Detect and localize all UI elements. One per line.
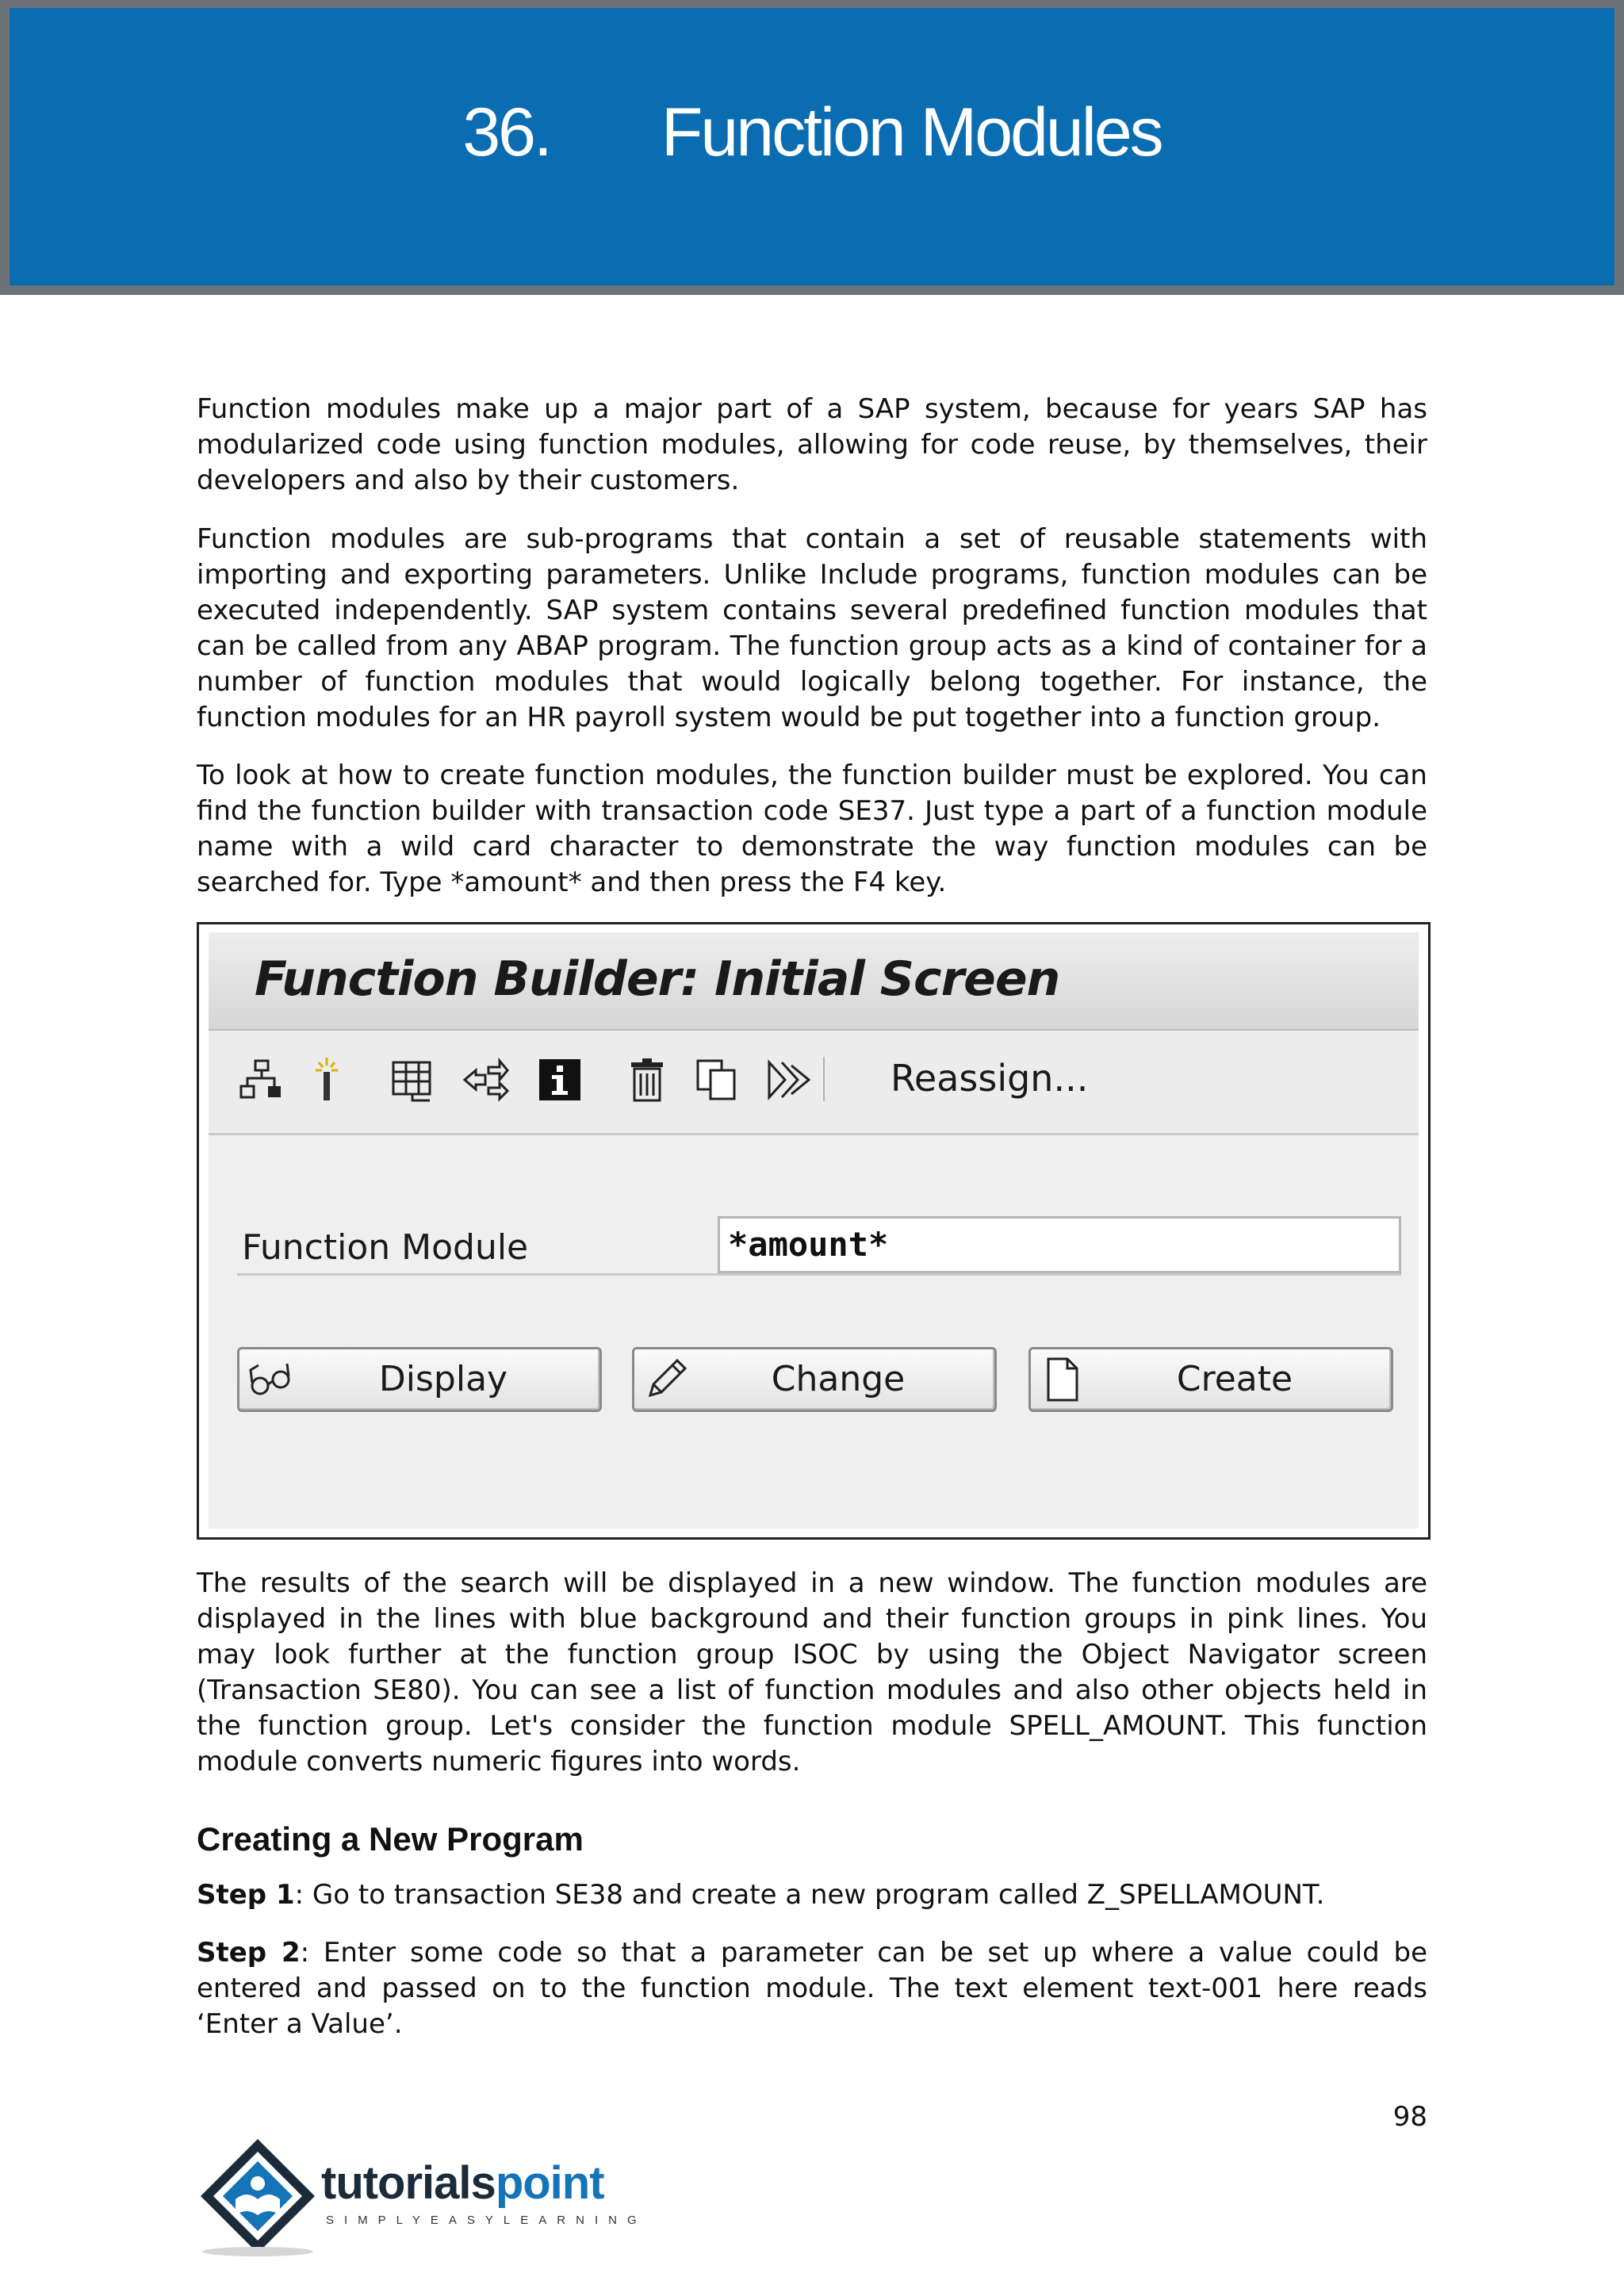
transfer-icon[interactable] [461, 1055, 510, 1104]
paragraph-text: To look at how to create function modules, the function builder must be explored. You can find the function builder with transaction code SE37. Just type a part of a function module name with a wild card character to demonstrate the way function modules can be searched for. Type *amount* and then press the F4 key. [197, 760, 1427, 898]
paragraph-definition [197, 522, 1427, 736]
field-underline [237, 1273, 1401, 1276]
reassign-button[interactable]: Reassign... [891, 1057, 1089, 1100]
paragraph-function-builder [197, 758, 1427, 901]
sap-window [209, 932, 1419, 1529]
logo-word-part1: tutorials [321, 2157, 496, 2209]
sap-screen-title: Function Builder: Initial Screen [255, 951, 1060, 1007]
step-1 [197, 1877, 1427, 1913]
step-label: Step 1 [197, 1879, 295, 1911]
logo-tagline: SIMPLYEASYLEARNING [326, 2214, 647, 2227]
step-body: : Enter some code so that a parameter can be set up where a value could be entered and passed on to the function module. The text element text-001 here reads ‘Enter a Value’. [197, 1937, 1428, 2040]
copy-icon[interactable] [692, 1055, 741, 1104]
create-button[interactable] [1028, 1347, 1393, 1412]
info-icon[interactable] [535, 1055, 584, 1104]
new-document-icon [1039, 1356, 1086, 1403]
tutorialspoint-logo [194, 2133, 647, 2260]
sap-titlebar [209, 932, 1419, 1031]
chapter-header-band [10, 8, 1614, 285]
function-module-label: Function Module [242, 1227, 529, 1268]
paragraph-search-results [197, 1566, 1427, 1780]
step-text [197, 1877, 1427, 1913]
chapter-title [10, 94, 1614, 172]
hierarchy-icon[interactable] [237, 1055, 286, 1104]
step-label: Step 2 [197, 1937, 301, 1969]
change-button[interactable] [632, 1347, 997, 1412]
trash-icon[interactable] [622, 1055, 672, 1104]
display-button-label: Display [378, 1359, 508, 1399]
create-button-label: Create [1176, 1359, 1293, 1399]
change-button-label: Change [771, 1359, 906, 1399]
toolbar-separator [823, 1057, 825, 1101]
magic-wand-icon[interactable] [302, 1055, 351, 1104]
glasses-icon [247, 1356, 295, 1403]
paragraph-text: The results of the search will be displayed in a new window. The function modules are displayed in the lines with blue background and their function groups in pink lines. You may look further at the function group ISOC by using the Object Navigator screen (Transaction SE80). You can see a list of function modules and also other objects held in the function group. Let's consider the function module SPELL_AMOUNT. This function module converts numeric figures into words. [197, 1567, 1427, 1777]
chapter-header [0, 0, 1624, 295]
chapter-number: 36. [462, 94, 550, 170]
logo-wordmark [321, 2156, 604, 2210]
paragraph-text: Function modules make up a major part of a SAP system, because for years SAP has modularized code using function modules, allowing for code reuse, by themselves, their developers and also by their customers. [197, 393, 1427, 496]
step-2 [197, 1935, 1427, 2042]
pencil-icon [642, 1356, 690, 1403]
table-icon[interactable] [388, 1055, 437, 1104]
paragraph-text: Function modules are sub-programs that contain a set of reusable statements with importing and exporting parameters. Unlike Include programs, function modules can be executed independently. SAP system contains several predefined function modules that can be called from any ABAP program. The function group acts as a kind of container for a number of function modules that would logically belong together. For instance, the function modules for an HR payroll system would be put together into a function group. [197, 523, 1427, 733]
step-body: : Go to transaction SE38 and create a new program called Z_SPELLAMOUNT. [294, 1879, 1325, 1911]
sap-screenshot-figure [197, 922, 1431, 1540]
chapter-name: Function Modules [661, 94, 1162, 170]
logo-word-part2: point [495, 2157, 604, 2209]
rename-icon[interactable] [764, 1055, 813, 1104]
sap-toolbar [209, 1031, 1419, 1135]
sap-body [209, 1135, 1419, 1529]
section-heading: Creating a New Program [197, 1820, 584, 1858]
function-module-input[interactable]: *amount* [718, 1216, 1401, 1273]
paragraph-intro [197, 392, 1427, 499]
page-number: 98 [1392, 2101, 1427, 2133]
step-text [197, 1935, 1427, 2042]
display-button[interactable] [237, 1347, 602, 1412]
logo-emblem-icon [194, 2133, 321, 2260]
